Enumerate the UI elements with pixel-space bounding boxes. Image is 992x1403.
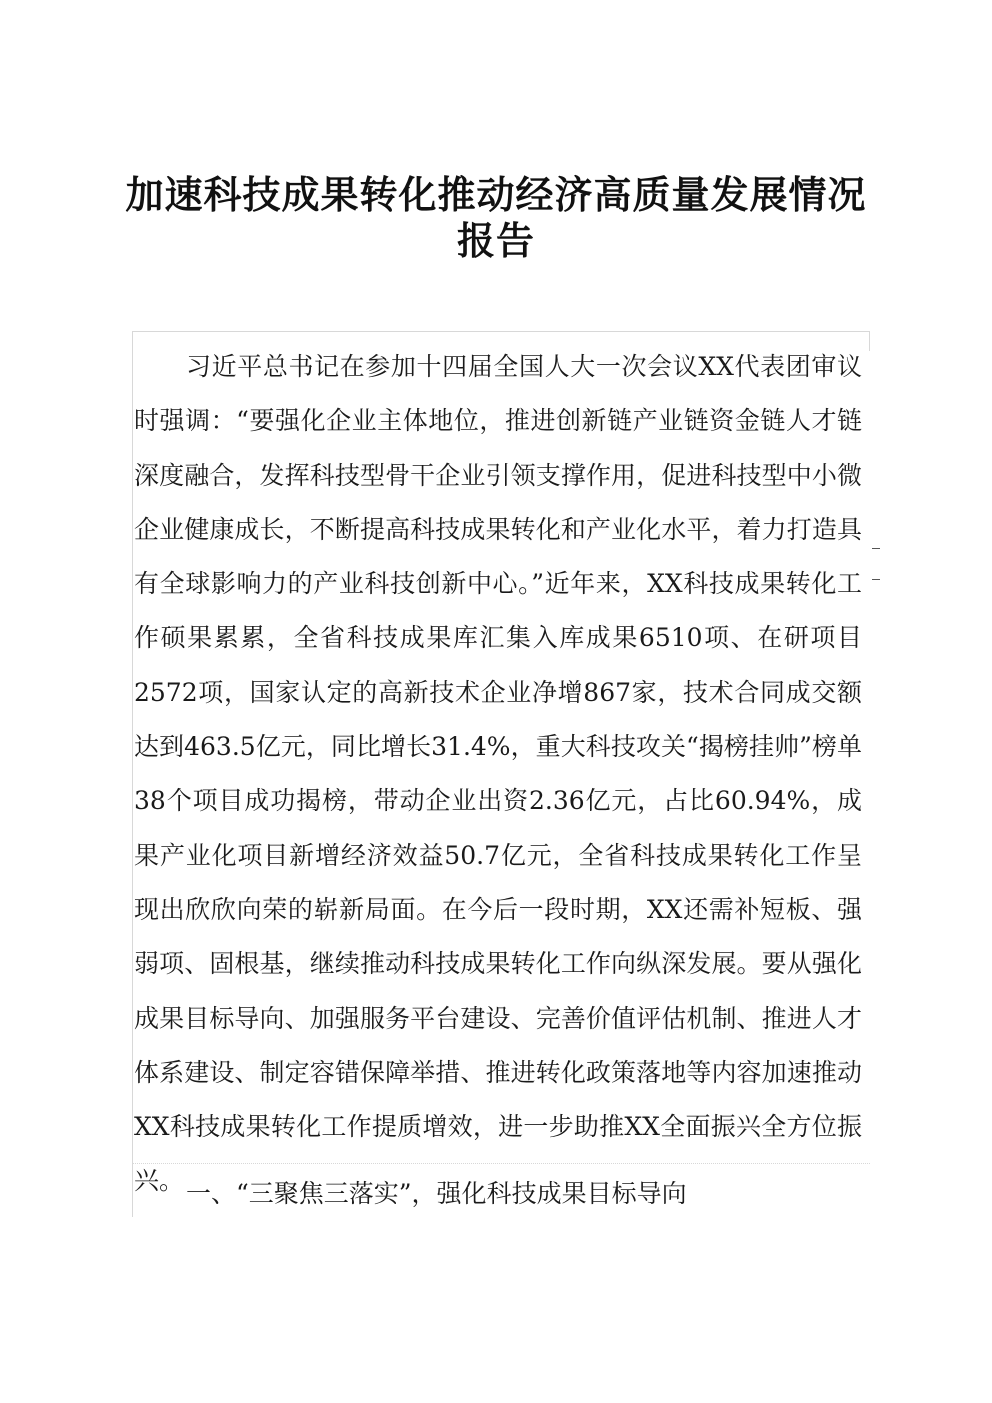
text-frame-right-border bbox=[869, 331, 870, 351]
intro-paragraph: 习近平总书记在参加十四届全国人大一次会议XX代表团审议时强调：“要强化企业主体地位，推进创新链产业链资金链人才链深度融合，发挥科技型骨干企业引领支撑作用，促进科技型中小微企业健康成长，不断提高科技成果转化和产业化水平，着力打造具有全球影响力的产业科技创新中心。”近年来，XX科技成果转化工作硕果累累，全省科技成果库汇集入库成果6510项、在研项目2572项，国家认定的高新技术企业净增867家，技术合同成交额达到463.5亿元，同比增长31.4%，重大科技攻关“揭榜挂帅”榜单38个项目成功揭榜，带动企业出资2.36亿元，占比60.94%，成果产业化项目新增经济效益50.7亿元，全省科技成果转化工作呈现出欣欣向荣的崭新局面。在今后一段时期，XX还需补短板、强弱项、固根基，继续推动科技成果转化工作向纵深发展。要从强化成果目标导向、加强服务平台建设、完善价值评估机制、推进人才体系建设、制定容错保障举措、推进转化政策落地等内容加速推动XX科技成果转化工作提质增效，进一步助推XX全面振兴全方位振兴。 bbox=[134, 352, 862, 1196]
text-frame-top-border bbox=[132, 331, 870, 332]
section-heading: 一、“三聚焦三落实”，强化科技成果目标导向 bbox=[186, 1179, 687, 1208]
margin-bracket-mark bbox=[872, 548, 880, 580]
text-frame-left-border bbox=[132, 331, 133, 1217]
document-title: 加速科技成果转化推动经济高质量发展情况报告 bbox=[125, 173, 867, 263]
